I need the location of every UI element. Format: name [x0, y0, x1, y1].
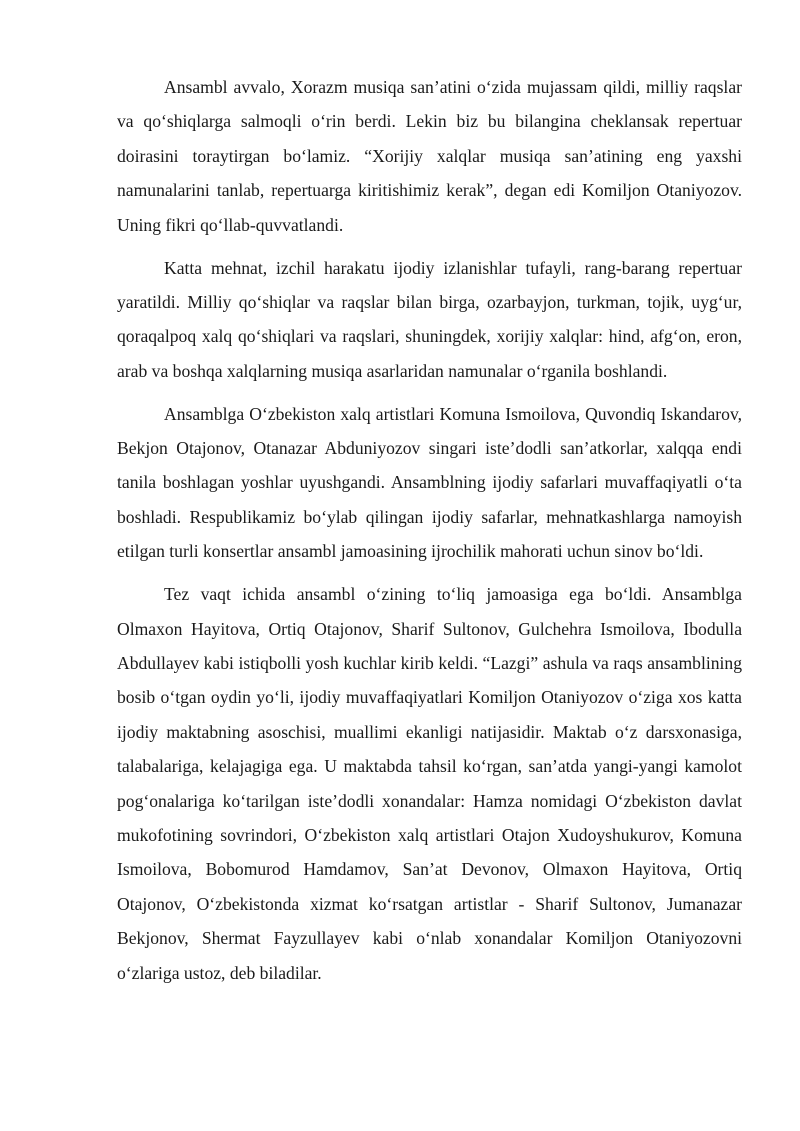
paragraph-1: Ansambl avvalo, Xorazm musiqa san’atini o‘zida mujassam qildi, milliy raqslar va qo‘shiqlarga salmoqli o‘rin berdi. Lekin biz bu bilangina cheklansak repertuar doirasini toraytirgan bo‘lamiz. “Xorijiy xalqlar musiqa san’atining eng yaxshi namunalarini tanlab, repertuarga kiritishimiz kerak”, degan edi Komiljon Otaniyozov. Uning fikri qo‘llab-quvvatlandi. — [117, 77, 742, 235]
document-body — [117, 70, 742, 999]
paragraph-2: Katta mehnat, izchil harakatu ijodiy izlanishlar tufayli, rang-barang repertuar yaratildi. Milliy qo‘shiqlar va raqslar bilan birga, ozarbayjon, turkman, tojik, uyg‘ur, qoraqalpoq xalq qo‘shiqlari va raqslari, shuningdek, xorijiy xalqlar: hind, afg‘on, eron, arab va boshqa xalqlarning musiqa asarlaridan namunalar o‘rganila boshlandi. — [117, 257, 742, 381]
paragraph-4: Tez vaqt ichida ansambl o‘zining to‘liq jamoasiga ega bo‘ldi. Ansamblga Olmaxon Hayitova, Ortiq Otajonov, Sharif Sultonov, Gulchehra Ismoilova, Ibodulla Abdullayev kabi istiqbolli yosh kuchlar kirib keldi. “Lazgi” ashula va raqs ansamblining bosib o‘tgan oydin yo‘li, ijodiy muvaffaqiyatlari Komiljon Otaniyozov o‘ziga xos katta ijodiy maktabning asoschisi, muallimi ekanligi natijasidir. Maktab o‘z darsxonasiga, talabalariga, kelajagiga ega. U maktabda tahsil ko‘rgan, san’atda yangi-yangi kamolot pog‘onalariga ko‘tarilgan iste’dodli xonandalar: Hamza nomidagi O‘zbekiston davlat mukofotining sovrindori, O‘zbekiston xalq artistlari Otajon Xudoyshukurov, Komuna Ismoilova, Bobomurod Hamdamov, San’at Devonov, Olmaxon Hayitova, Ortiq Otajonov, O‘zbekistonda xizmat ko‘rsatgan artistlar - Sharif Sultonov, Jumanazar Bekjonov, Shermat Fayzullayev kabi o‘nlab xonandalar Komiljon Otaniyozovni o‘zlariga ustoz, deb biladilar. — [117, 584, 742, 983]
paragraph-3: Ansamblga O‘zbekiston xalq artistlari Komuna Ismoilova, Quvondiq Iskandarov, Bekjon Otajonov, Otanazar Abduniyozov singari iste’dodli san’atkorlar, xalqqa endi tanila boshlagan yoshlar uyushgandi. Ansamblning ijodiy safarlari muvaffaqiyatli o‘ta boshladi. Respublikamiz bo‘ylab qilingan ijodiy safarlar, mehnatkashlarga namoyish etilgan turli konsertlar ansambl jamoasining ijrochilik mahorati uchun sinov bo‘ldi. — [117, 403, 742, 562]
